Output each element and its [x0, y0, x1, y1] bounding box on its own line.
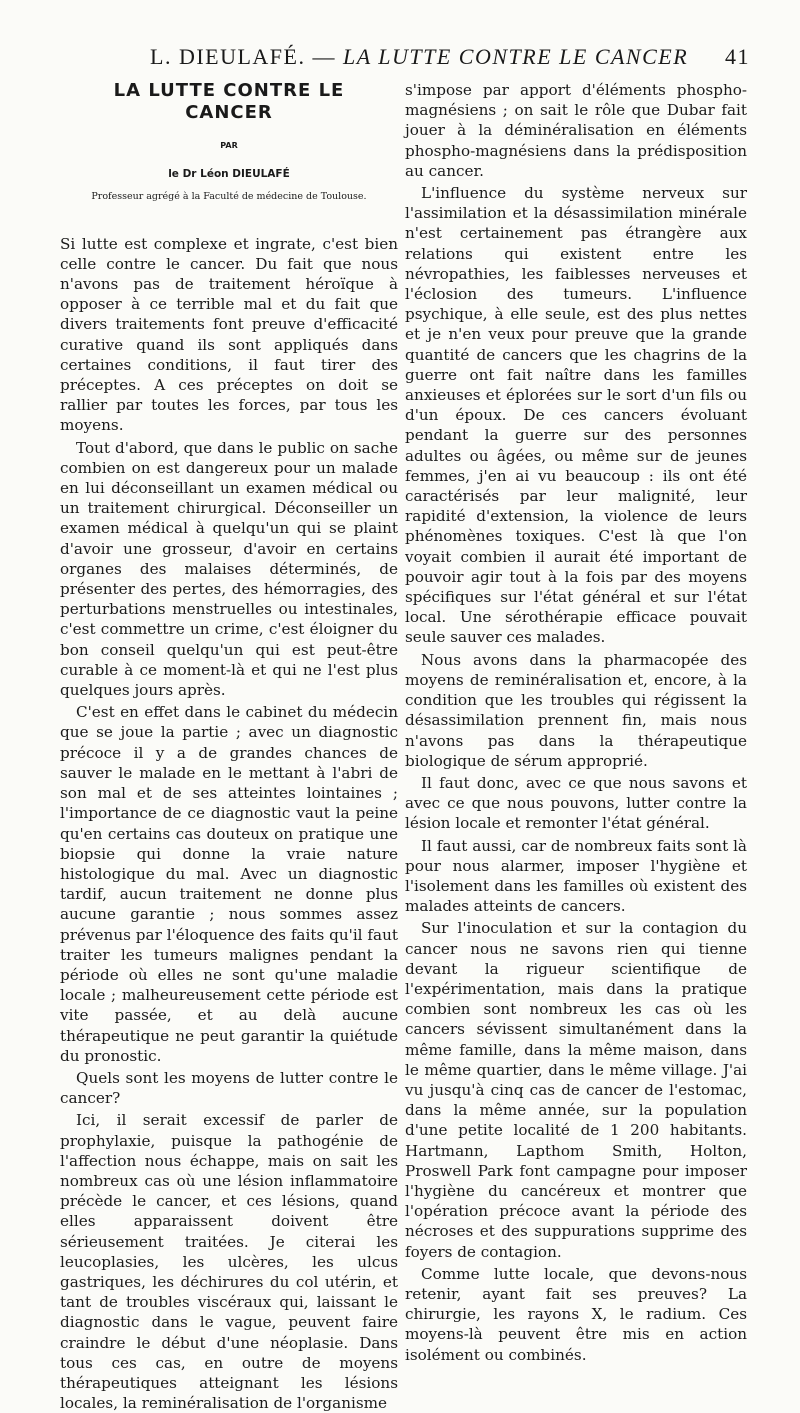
byline-par: PAR: [220, 141, 238, 150]
author-affiliation: Professeur agrégé à la Faculté de médecine de Toulouse.: [91, 191, 367, 203]
running-dash: —: [305, 44, 343, 69]
paragraph: Il faut aussi, car de nombreux faits sont là pour nous alarmer, imposer l'hygiène et l'isolement dans les familles où existent des malades atteints de cancers.: [405, 836, 747, 916]
page-number: 41: [725, 44, 750, 69]
paragraph: Tout d'abord, que dans le public on sache combien on est dangereux pour un malade en lui déconseillant un examen médical ou un traitement chirurgical. Déconseiller un examen médical à quelqu'un qui se plaint d'avoir une grosseur, d'avoir en certains organes des malaises déterminés, de présenter des pertes, des hémorragies, des perturbations menstruelles ou intestinales, c'est commettre un crime, c'est éloigner du bon conseil quelqu'un qui est peut-être curable à ce moment-là et qui ne l'est plus quelques jours après.: [60, 438, 398, 700]
paragraph: Il faut donc, avec ce que nous savons et avec ce que nous pouvons, lutter contre la lésion locale et remonter l'état général.: [405, 773, 747, 833]
paragraph: Comme lutte locale, que devons-nous retenir, ayant fait ses preuves? La chirurgie, les rayons X, le radium. Ces moyens-là peuvent être mis en action isolément ou combinés.: [405, 1264, 747, 1364]
left-column: [60, 80, 398, 1413]
paragraph: Sur l'inoculation et sur la contagion du cancer nous ne savons rien qui tienne devant la rigueur scientifique de l'expérimentation, mais dans la pratique combien sont nombreux les cas où les cancers sévissent simultanément dans la même famille, dans la même maison, dans le même quartier, dans le même village. J'ai vu jusqu'à cinq cas de cancer de l'estomac, dans la même année, sur la population d'une petite localité de 1 200 habitants. Hartmann, Lapthom Smith, Holton, Proswell Park font campagne pour imposer l'hygiène du cancéreux et montrer que l'opération précoce avant la période des nécroses et des suppurations supprime des foyers de contagion.: [405, 919, 747, 1261]
paragraph: Nous avons dans la pharmacopée des moyens de reminéralisation et, encore, à la condition que les troubles qui régissent la désassimilation prennent fin, mais nous n'avons pas dans la thérapeutique biologique de sérum approprié.: [405, 650, 747, 770]
paragraph: L'influence du système nerveux sur l'assimilation et la désassimilation minérale n'est certainement pas étrangère aux relations qui existent entre les névropathies, les faiblesses nerveuses et l'éclosion des tumeurs. L'influence psychique, à elle seule, est des plus nettes et je n'en veux pour preuve que la grande quantité de cancers que les chagrins de la guerre ont fait naître dans les familles anxieuses et éplorées sur le sort d'un fils ou d'un époux. De ces cancers évoluant pendant la guerre sur des personnes adultes ou âgées, ou même sur de jeunes femmes, j'en ai vu beaucoup : ils ont été caractérisés par leur malignité, leur rapidité d'extension, la violence de leurs phénomènes toxiques. C'est là que l'on voyait combien il aurait été important de pouvoir agir tout à la fois par des moyens spécifiques sur l'état général et sur l'état local. Une sérothérapie efficace pouvait seule sauver ces malades.: [405, 184, 747, 647]
article-author: le Dr Léon DIEULAFÉ: [168, 168, 290, 181]
running-header: [60, 40, 760, 74]
right-column: [405, 80, 747, 1365]
running-title: [150, 44, 688, 70]
paragraph: Quels sont les moyens de lutter contre le cancer?: [60, 1068, 398, 1108]
paragraph: C'est en effet dans le cabinet du médecin que se joue la partie ; avec un diagnostic précoce il y a de grandes chances de sauver le malade en le mettant à l'abri de son mal et de ses atteintes lointaines ; l'importance de ce diagnostic vaut la peine qu'en certains cas douteux on pratique une biopsie qui donne la vraie nature histologique du mal. Avec un diagnostic tardif, aucun traitement ne donne plus aucune garantie ; nous sommes assez prévenus par l'éloquence des faits qu'il faut traiter les tumeurs malignes pendant la période où elles ne sont qu'une maladie locale ; malheureusement cette période est vite passée, et au delà aucune thérapeutique ne peut garantir la quiétude du pronostic.: [60, 703, 398, 1065]
paragraph: s'impose par apport d'éléments phospho-magnésiens ; on sait le rôle que Dubar fait jouer à la déminéralisation en éléments phospho-magnésiens dans la prédisposition au cancer.: [405, 81, 747, 180]
running-article-title: LA LUTTE CONTRE LE CANCER: [342, 44, 689, 69]
paragraph: Ici, il serait excessif de parler de prophylaxie, puisque la pathogénie de l'affection nous échappe, mais on sait les nombreux cas où une lésion inflammatoire précède le cancer, et ces lésions, quand elles apparaissent doivent être sérieusement traitées. Je citerai les leucoplasies, les ulcères, les ulcus gastriques, les déchirures du col utérin, et tant de troubles viscéraux qui, laissant le diagnostic dans le vague, peuvent faire craindre le début d'une néoplasie. Dans tous ces cas, en outre de moyens thérapeutiques atteignant les lésions locales, la reminéralisation de l'organisme: [60, 1111, 398, 1413]
running-author: L. DIEULAFÉ.: [150, 44, 306, 69]
article-title: LA LUTTE CONTRE LE CANCER: [113, 80, 345, 123]
paragraph: Si lutte est complexe et ingrate, c'est bien celle contre le cancer. Du fait que nous n'avons pas de traitement héroïque à opposer à ce terrible mal et du fait que divers traitements font preuve d'efficacité curative quand ils sont appliqués dans certaines conditions, il faut tirer des préceptes. A ces préceptes on doit se rallier par toutes les forces, par tous les moyens.: [60, 234, 398, 435]
